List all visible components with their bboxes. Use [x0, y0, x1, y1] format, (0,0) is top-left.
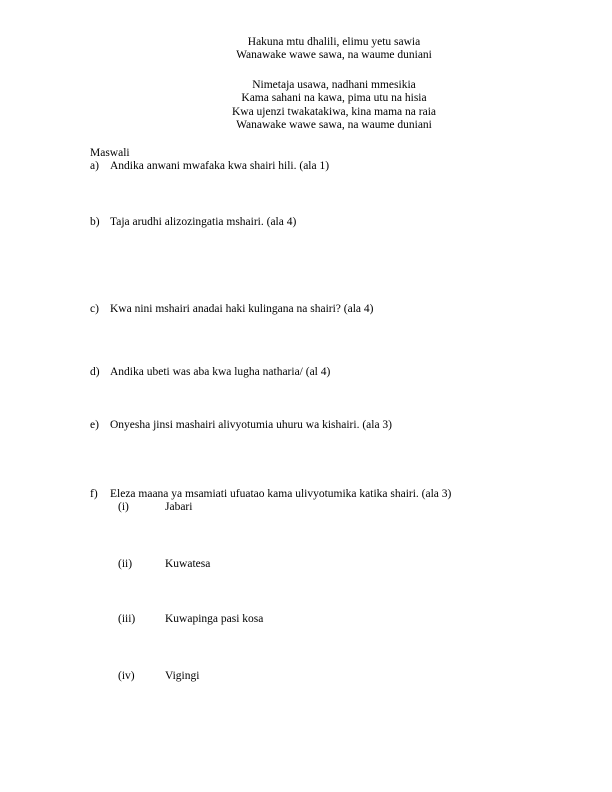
question-e	[90, 419, 592, 432]
poem-stanza-2	[56, 79, 612, 133]
subitem-ii	[118, 558, 592, 571]
question-label: e)	[90, 419, 99, 431]
question-c	[90, 303, 592, 316]
subitem-text: Kuwapinga pasi kosa	[165, 613, 264, 625]
subitem-label: (i)	[118, 501, 129, 513]
question-label: a)	[90, 160, 99, 172]
poem-stanza-1	[56, 36, 612, 63]
question-text: Andika ubeti was aba kwa lugha natharia/ (al 4)	[110, 366, 331, 378]
question-label: d)	[90, 366, 100, 378]
question-d	[90, 366, 592, 379]
poem-line: Kwa ujenzi twakatakiwa, kina mama na raia	[231, 105, 437, 118]
poem-line: Wanawake wawe sawa, na waume duniani	[236, 119, 432, 132]
subitem-text: Kuwatesa	[165, 558, 211, 570]
question-f	[90, 488, 592, 501]
poem-line: Kama sahani na kawa, pima utu na hisia	[241, 92, 427, 105]
poem-line: Wanawake wawe sawa, na waume duniani	[236, 49, 432, 62]
subitem-text: Vigingi	[165, 670, 200, 682]
subitem-label: (ii)	[118, 558, 133, 570]
questions-heading: Maswali	[90, 147, 130, 159]
question-label: f)	[90, 488, 98, 500]
poem-line: Nimetaja usawa, nadhani mmesikia	[252, 79, 416, 91]
question-text: Onyesha jinsi mashairi alivyotumia uhuru wa kishairi. (ala 3)	[110, 419, 393, 431]
subitem-label: (iv)	[118, 670, 135, 682]
question-text: Kwa nini mshairi anadai haki kulingana na shairi? (ala 4)	[110, 303, 374, 315]
question-a	[90, 160, 592, 173]
question-text: Eleza maana ya msamiati ufuatao kama ulivyotumika katika shairi. (ala 3)	[110, 488, 452, 500]
subitem-label: (iii)	[118, 613, 136, 625]
question-text: Taja arudhi alizozingatia mshairi. (ala 4)	[110, 216, 297, 228]
subitem-i	[118, 501, 592, 514]
subitem-iv	[118, 670, 592, 683]
question-b	[90, 216, 592, 229]
question-label: c)	[90, 303, 99, 315]
poem-line: Hakuna mtu dhalili, elimu yetu sawia	[247, 36, 421, 48]
subitem-text: Jabari	[165, 501, 193, 513]
question-label: b)	[90, 216, 100, 228]
question-text: Andika anwani mwafaka kwa shairi hili. (ala 1)	[110, 160, 330, 172]
subitem-iii	[118, 613, 592, 626]
